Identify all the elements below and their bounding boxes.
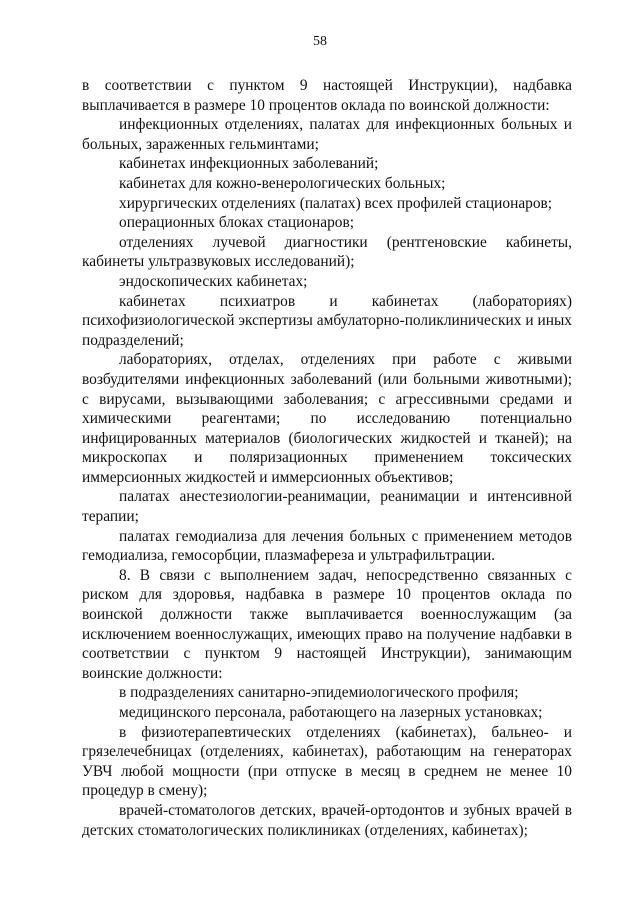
list-item: отделениях лучевой диагностики (рентгеновские кабинеты, кабинеты ультразвуковых исследований);	[82, 233, 572, 271]
page-number: 58	[313, 34, 327, 49]
list-item: палатах анестезиологии-реанимации, реанимации и интенсивной терапии;	[82, 488, 572, 526]
section-paragraph-8: 8. В связи с выполнением задач, непосредственно связанных с риском для здоровья, надбавка в размере 10 процентов оклада по воинской должности также выплачивается военнослужащим (за исключением военнослужащих, имеющих право на получение надбавки в соответствии с пунктом 9 настоящей Инструкции), занимающим воинские должности:	[82, 566, 572, 682]
list-item: лабораториях, отделах, отделениях при работе с живыми возбудителями инфекционных заболеваний (или больными животными); с вирусами, вызывающими заболевания; с агрессивными средами и химическими реагентами; по исследованию потенциально инфицированных материалов (биологических жидкостей и тканей); на микроскопах и поляризационных применением токсических иммерсионных жидкостей и иммерсионных объективов;	[82, 351, 572, 486]
list-item: в подразделениях санитарно-эпидемиологического профиля;	[119, 684, 519, 702]
list-item: в физиотерапевтических отделениях (кабинетах), бальнео- и грязелечебницах (отделениях, кабинетах), работающим на генераторах УВЧ любой мощности (при отпуске в месяц в среднем не менее 10 процедур в смену);	[82, 723, 572, 800]
list-item: медицинского персонала, работающего на лазерных установках;	[119, 704, 543, 721]
list-item: палатах гемодиализа для лечения больных с применением методов гемодиализа, гемосорбции, плазмафереза и ультрафильтрации.	[82, 527, 572, 565]
list-item: инфекционных отделениях, палатах для инфекционных больных и больных, зараженных гельминтами;	[82, 116, 572, 153]
list-item: хирургических отделениях (палатах) всех профилей стационаров;	[119, 194, 553, 212]
list-item: операционных блоках стационаров;	[119, 214, 354, 232]
list-item: кабинетах инфекционных заболеваний;	[119, 155, 379, 173]
paragraph-continuation: в соответствии с пунктом 9 настоящей Инструкции), надбавка выплачивается в размере 10 процентов оклада по воинской должности:	[82, 77, 572, 114]
list-item: кабинетах для кожно-венерологических больных;	[119, 174, 446, 192]
document-body	[82, 76, 572, 840]
list-item: эндоскопических кабинетах;	[119, 272, 308, 290]
list-item: кабинетах психиатров и кабинетах (лабораториях) психофизиологической экспертизы амбулаторно-поликлинических и иных подразделений;	[82, 292, 572, 349]
list-item: врачей-стоматологов детских, врачей-ортодонтов и зубных врачей в детских стоматологических поликлиниках (отделениях, кабинетах);	[82, 801, 572, 839]
